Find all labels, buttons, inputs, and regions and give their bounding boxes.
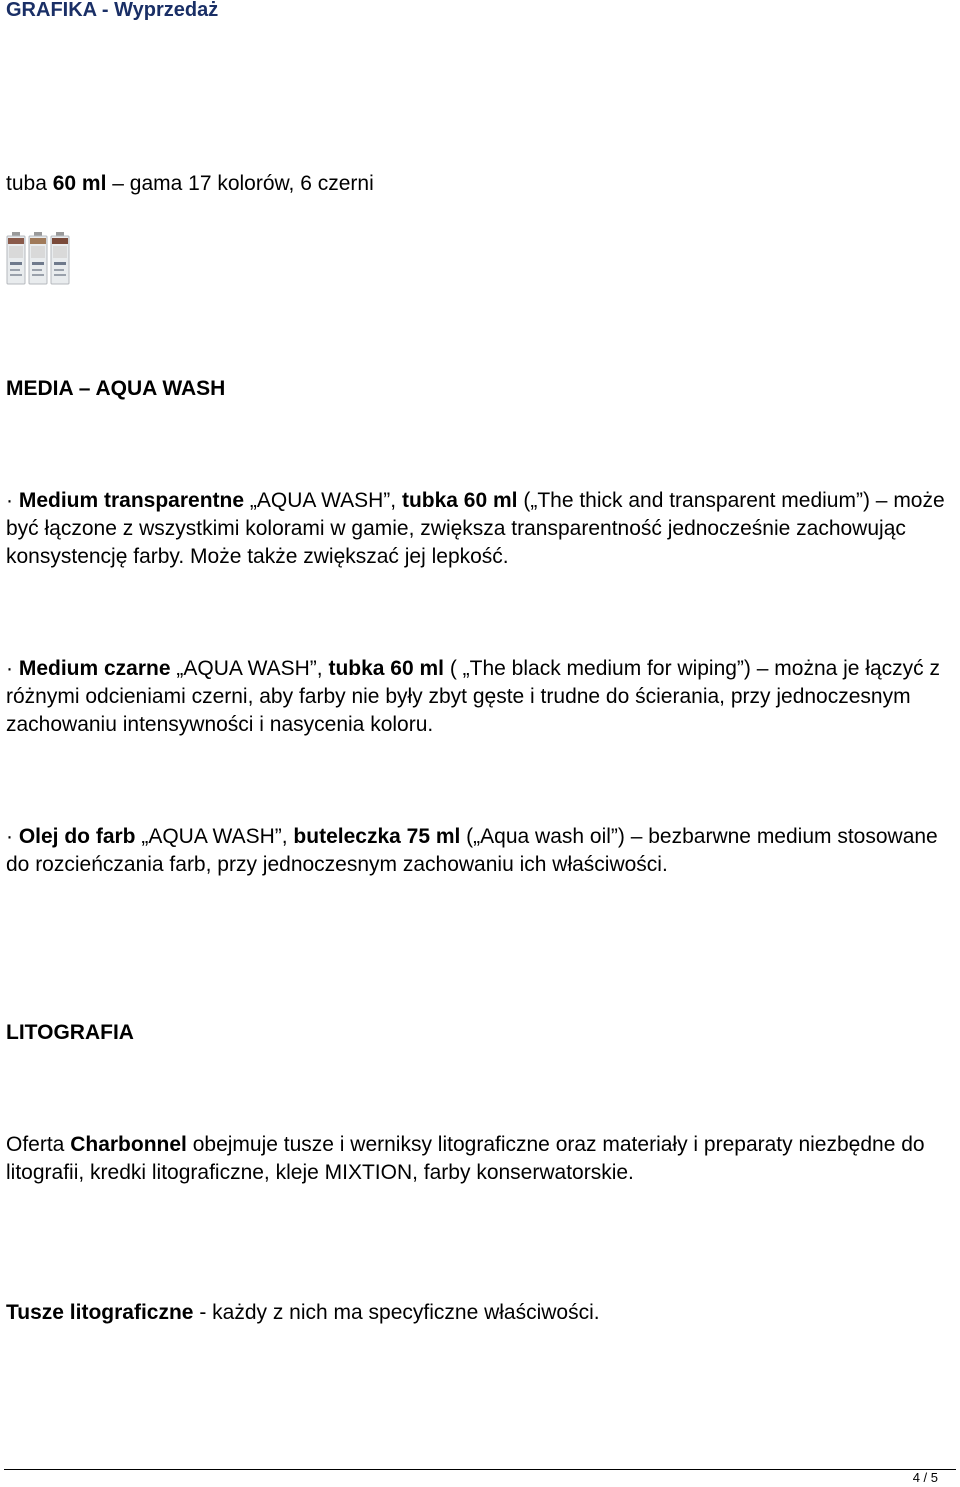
document-title: GRAFIKA - Wyprzedaż (6, 0, 219, 21)
aqua-wash-item-black-medium: · Medium czarne „AQUA WASH”, tubka 60 ml ( „The black medium for wiping”) – można je łączyć z różnymi odcieniami czerni, aby farby nie były zbyt gęste i trudne do ścierania, przy jednoczesnym zachowaniu intensywności i nasycenia koloru. (6, 657, 940, 736)
paint-tubes-image (6, 232, 70, 286)
section-heading-litografia: LITOGRAFIA (6, 1021, 134, 1044)
tube-description: tuba 60 ml – gama 17 kolorów, 6 czerni (6, 172, 374, 195)
page-number: 4 / 5 (912, 1470, 938, 1485)
footer-divider (4, 1469, 956, 1470)
aqua-wash-item-transparent-medium: · Medium transparentne „AQUA WASH”, tubka 60 ml („The thick and transparent medium”) – może być łączone z wszystkimi kolorami w gamie, zwiększa transparentność jednocześnie zachowując konsystencję farby. Może także zwiększać jej lepkość. (6, 489, 945, 568)
section-heading-media-aqua-wash: MEDIA – AQUA WASH (6, 377, 226, 400)
paint-tube-icon (28, 232, 48, 286)
aqua-wash-item-oil: · Olej do farb „AQUA WASH”, buteleczka 75 ml („Aqua wash oil”) – bezbarwne medium stosowane do rozcieńczania farb, przy jednoczesnym zachowaniu ich właściwości. (6, 825, 938, 876)
paint-tube-icon (6, 232, 26, 286)
tusze-litograficzne-description: Tusze litograficzne - każdy z nich ma specyficzne właściwości. (6, 1301, 600, 1324)
litografia-description: Oferta Charbonnel obejmuje tusze i werniksy litograficzne oraz materiały i preparaty niezbędne do litografii, kredki litograficzne, kleje MIXTION, farby konserwatorskie. (6, 1133, 925, 1184)
paint-tube-icon (50, 232, 70, 286)
